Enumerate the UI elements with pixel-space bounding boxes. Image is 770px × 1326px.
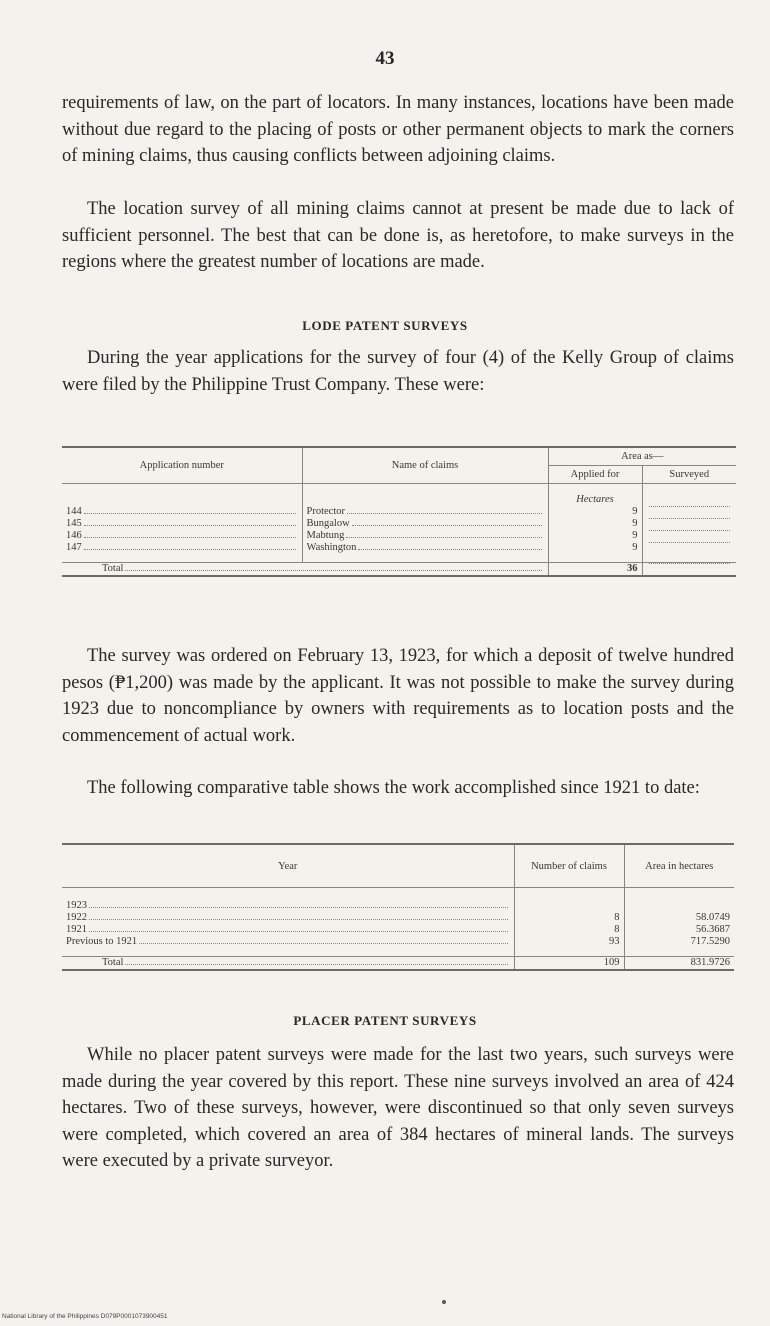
total-applied: 36 <box>627 563 638 574</box>
library-footer-note: National Library of the Philippines D079P0001073900451 <box>2 1313 168 1320</box>
col-header-area-in-hectares: Area in hectares <box>624 844 734 888</box>
table-row-year: 1922 <box>66 912 510 924</box>
paragraph-survey-ordered: The survey was ordered on February 13, 1923, for which a deposit of twelve hundred pesos (₱1,200) was made by the applicant. It was not possible to make the survey during 1923 due to noncompliance by owners with requirements as to location posts and the commencement of actual work. <box>62 646 734 746</box>
total-area: 831.9726 <box>690 957 730 968</box>
paragraph-comparative-table: The following comparative table shows the work accomplished since 1921 to date: <box>87 778 700 798</box>
table-cell-applied: 9 <box>632 506 638 517</box>
comparative-table <box>62 843 734 971</box>
table-cell-claims: 8 <box>614 912 620 923</box>
total-label: Total <box>102 957 510 969</box>
table-row-claim-name: Mabtung <box>307 530 544 542</box>
table-cell-area: 717.5290 <box>690 936 730 947</box>
table-row-claim-name: Washington <box>307 542 544 554</box>
col-header-area-as: Area as— <box>548 447 736 466</box>
table-cell-applied: 9 <box>632 518 638 529</box>
heading-lode-patent-surveys: LODE PATENT SURVEYS <box>302 318 468 333</box>
paragraph-location-survey: The location survey of all mining claims cannot at present be made due to lack of sufficient personnel. The best that can be done is, as heretofore, to make surveys in the regions where the greatest number of locations are made. <box>62 199 734 272</box>
table-row-app: 147 <box>66 542 298 554</box>
col-header-number-of-claims: Number of claims <box>514 844 624 888</box>
table-cell-claims: 93 <box>609 936 620 947</box>
table-cell-area: 56.3687 <box>695 924 730 935</box>
table-row-app: 145 <box>66 518 298 530</box>
table-row-year: 1921 <box>66 924 510 936</box>
paragraph-placer-surveys: While no placer patent surveys were made for the last two years, such surveys were made during the year covered by this report. These nine surveys involved an area of 424 hectares. Two of these surveys, however, were discontinued so that only seven surveys were completed, which covered an area of 384 hectares of mineral lands. The surveys were executed by a private surveyor. <box>62 1045 734 1171</box>
paragraph-requirements: requirements of law, on the part of locators. In many instances, locations have been made without due regard to the placing of posts or other permanent objects to mark the corners of mining claims, thus causing conflicts between adjoining claims. <box>62 93 734 166</box>
col-header-applied-for: Applied for <box>548 466 642 484</box>
table-cell-applied: 9 <box>632 530 638 541</box>
total-label: Total <box>102 563 544 575</box>
table-cell-claims: 8 <box>614 924 620 935</box>
table-cell-area: 58.0749 <box>695 912 730 923</box>
col-header-name-of-claims: Name of claims <box>302 447 548 484</box>
table-row-app: 146 <box>66 530 298 542</box>
lode-applications-table <box>62 446 736 577</box>
table-row-year: Previous to 1921 <box>66 936 510 948</box>
table-row-claim-name: Bungalow <box>307 518 544 530</box>
unit-hectares: Hectares <box>576 494 614 505</box>
col-header-surveyed: Surveyed <box>642 466 736 484</box>
paragraph-kelly-group: During the year applications for the survey of four (4) of the Kelly Group of claims were filed by the Philippine Trust Company. These were: <box>62 348 734 395</box>
col-header-year: Year <box>62 844 514 888</box>
table-cell-claims <box>519 900 620 912</box>
col-header-application-number: Application number <box>62 447 302 484</box>
page-number: 43 <box>375 48 395 69</box>
ink-dot <box>442 1300 446 1304</box>
table-row-app: 144 <box>66 506 298 518</box>
table-row-claim-name: Protector <box>307 506 544 518</box>
table-cell-applied: 9 <box>632 542 638 553</box>
heading-placer-patent-surveys: PLACER PATENT SURVEYS <box>293 1013 477 1028</box>
table-cell-area <box>629 900 731 912</box>
total-claims: 109 <box>603 957 620 968</box>
table-row-year: 1923 <box>66 900 510 912</box>
